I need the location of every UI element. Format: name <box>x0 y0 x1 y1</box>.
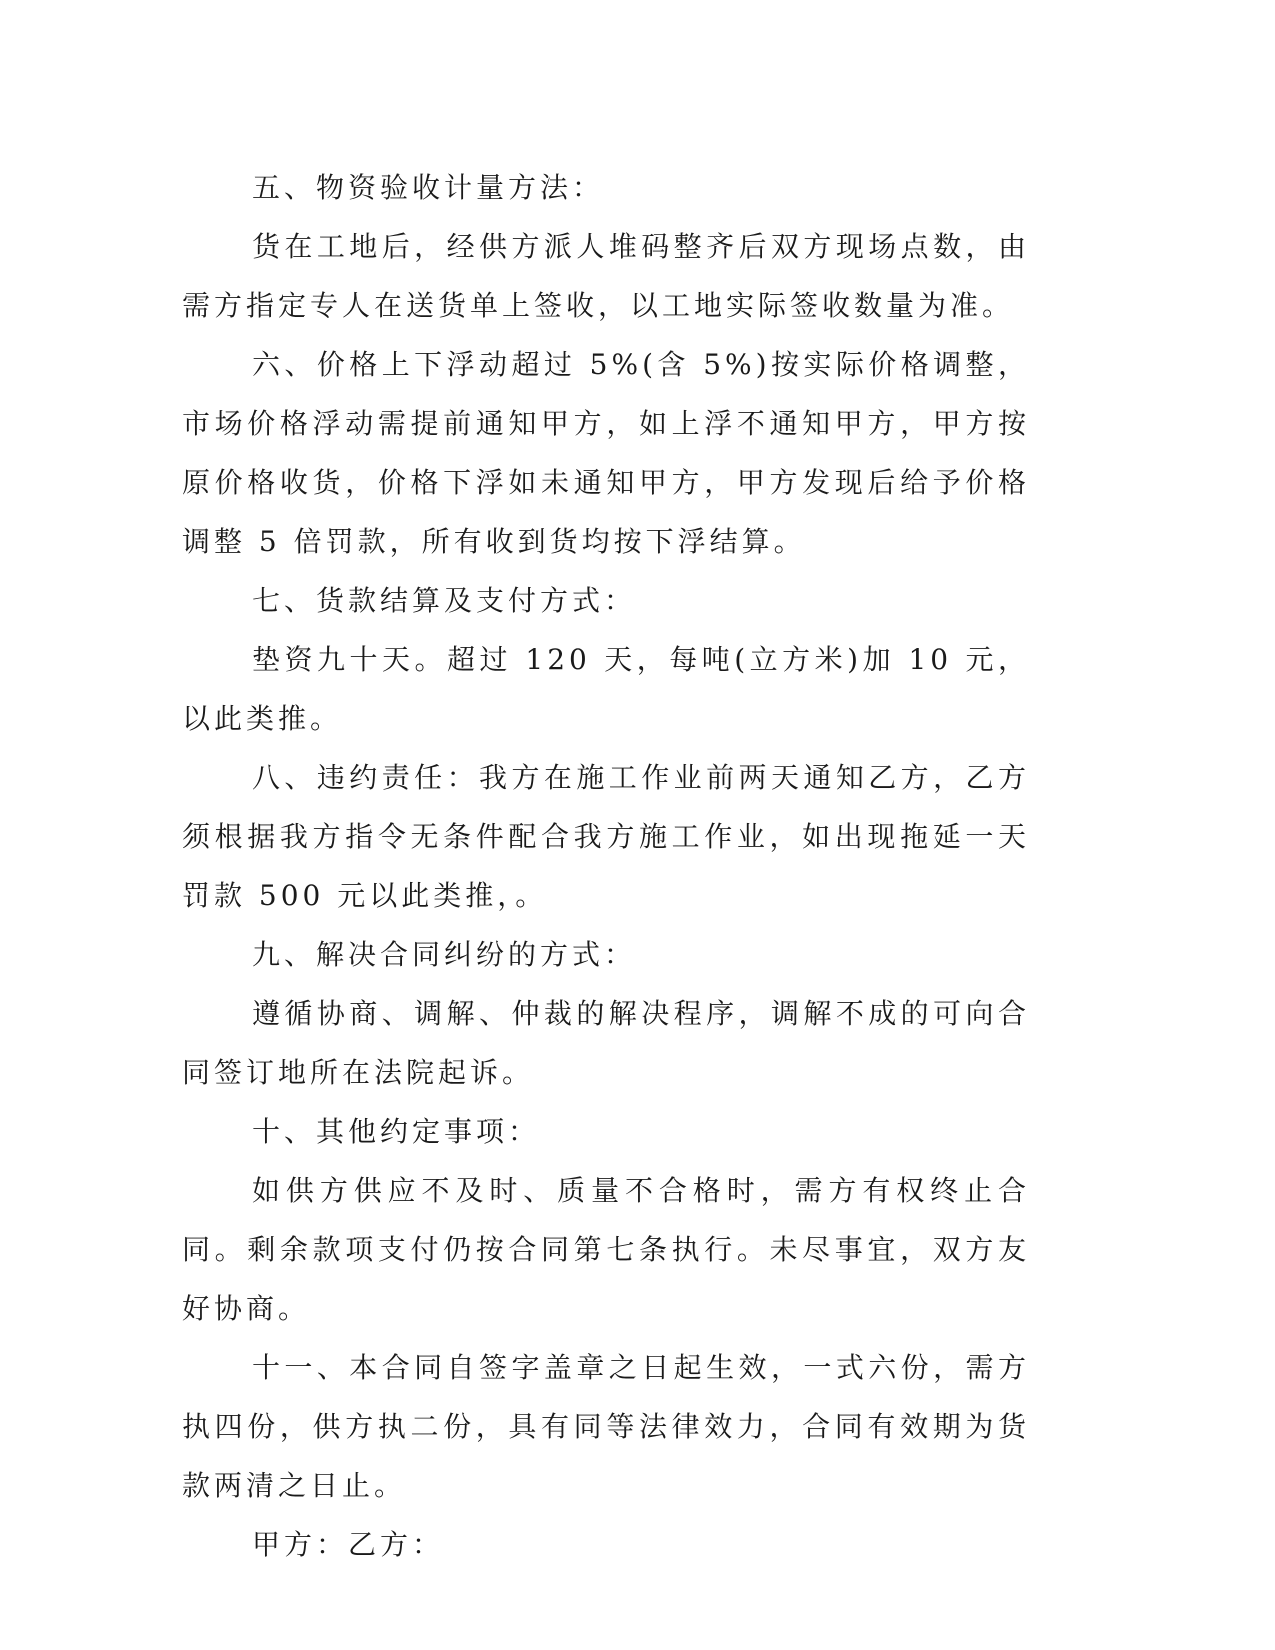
section-5-heading: 五、物资验收计量方法： <box>252 171 605 204</box>
section-5-text: 货在工地后，经供方派人堆码整齐后双方现场点数，由需方指定专人在送货单上签收，以工地实际签收数量为准。 <box>182 230 1030 322</box>
section-10-heading: 十、其他约定事项： <box>252 1115 541 1148</box>
signature-line: 甲方：乙方： <box>252 1528 445 1561</box>
section-6-text: 六、价格上下浮动超过 5%(含 5%)按实际价格调整，市场价格浮动需提前通知甲方，如上浮不通知甲方，甲方按原价格收货，价格下浮如未通知甲方，甲方发现后给予价格调整 5 倍罚款，所有收到货均按下浮结算。 <box>182 348 1030 558</box>
section-9-heading: 九、解决合同纠纷的方式： <box>252 938 637 971</box>
section-11-text: 十一、本合同自签字盖章之日起生效，一式六份，需方执四份，供方执二份，具有同等法律效力，合同有效期为货款两清之日止。 <box>182 1351 1030 1502</box>
document-body <box>182 158 1030 1574</box>
section-10-text: 如供方供应不及时、质量不合格时，需方有权终止合同。剩余款项支付仍按合同第七条执行。未尽事宜，双方友好协商。 <box>182 1174 1030 1325</box>
section-9-text: 遵循协商、调解、仲裁的解决程序，调解不成的可向合同签订地所在法院起诉。 <box>182 997 1030 1089</box>
section-7-text: 垫资九十天。超过 120 天，每吨(立方米)加 10 元，以此类推。 <box>182 643 1030 735</box>
section-7-heading: 七、货款结算及支付方式： <box>252 584 637 617</box>
section-8-text: 八、违约责任：我方在施工作业前两天通知乙方，乙方须根据我方指令无条件配合我方施工作业，如出现拖延一天罚款 500 元以此类推，。 <box>182 761 1030 912</box>
